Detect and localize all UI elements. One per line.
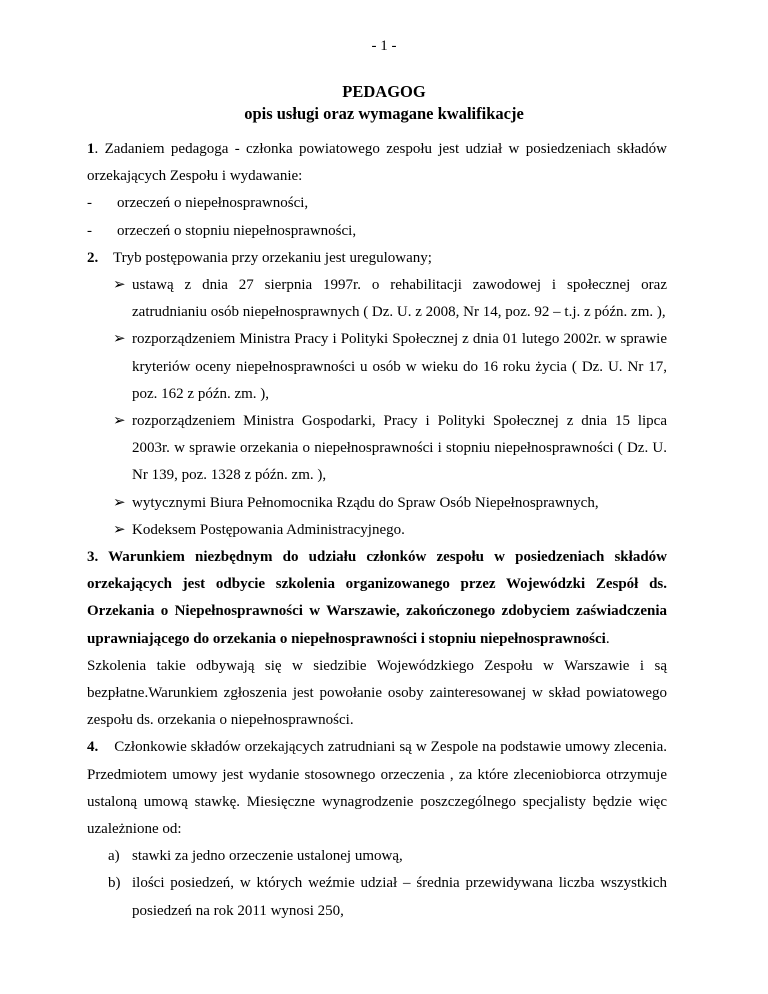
section-3-period: . — [605, 630, 610, 647]
section-2-list-item — [87, 517, 667, 544]
list-item-text: ilości posiedzeń, w których weźmie udział – średnia przewidywana liczba wszystkich posiedzeń na rok 2011 wynosi 250, — [132, 875, 667, 919]
section-4-list-item — [87, 870, 667, 924]
section-1-list-item — [87, 218, 667, 245]
list-letter: b) — [108, 875, 121, 892]
document-title — [0, 81, 768, 125]
section-3-bold-text: 3. Warunkiem niezbędnym do udziału członków zespołu w posiedzeniach składów orzekających jest odbycie szkolenia organizowanego przez Wojewódzki Zespół ds. Orzekania o Niepełnosprawności w Warszawie, zakończonego zdobyciem zaświadczenia uprawniającego do orzekania o niepełnosprawności i stopniu niepełnosprawności — [87, 549, 667, 647]
arrow-bullet-icon: ➢ — [113, 494, 126, 511]
section-2-number: 2. — [87, 249, 99, 266]
list-item-text: stawki za jedno orzeczenie ustalonej umową, — [132, 848, 403, 865]
section-2-list — [87, 272, 667, 544]
section-2-list-item — [87, 272, 667, 326]
section-1-number: 1 — [87, 141, 95, 157]
section-4-paragraph — [87, 734, 667, 843]
section-3-paragraph — [87, 544, 667, 653]
title-line-2: opis usługi oraz wymagane kwalifikacje — [244, 104, 524, 123]
section-2-list-item — [87, 490, 667, 517]
arrow-bullet-icon: ➢ — [113, 413, 126, 430]
section-1-list-item — [87, 190, 667, 217]
list-item-text: Kodeksem Postępowania Administracyjnego. — [132, 521, 405, 538]
arrow-bullet-icon: ➢ — [113, 277, 126, 294]
list-item-text: orzeczeń o stopniu niepełnosprawności, — [117, 222, 357, 239]
section-4-number: 4. — [87, 739, 99, 756]
section-4-text: Członkowie składów orzekających zatrudniani są w Zespole na podstawie umowy zlecenia. Przedmiotem umowy jest wydanie stosownego orzeczenia , za które zleceniobiorca otrzymuje ustaloną umową stawkę. Miesięczne wynagrodzenie poszczególnego specjalisty będzie więc uzależnione od: — [87, 739, 668, 838]
section-1-paragraph — [87, 136, 667, 190]
list-letter: a) — [108, 848, 120, 865]
section-2-text: Tryb postępowania przy orzekaniu jest uregulowany; — [113, 249, 432, 266]
list-dash: - — [87, 195, 92, 212]
document-body — [87, 136, 667, 925]
section-4-list-item — [87, 843, 667, 870]
section-2-list-item — [87, 326, 667, 408]
list-item-text: rozporządzeniem Ministra Gospodarki, Pracy i Polityki Społecznej z dnia 15 lipca 2003r. w sprawie orzekania o niepełnosprawności i stopniu niepełnosprawności ( Dz. U. Nr 139, poz. 1328 z późn. zm. ), — [132, 413, 667, 484]
list-item-text: rozporządzeniem Ministra Pracy i Polityki Społecznej z dnia 01 lutego 2002r. w sprawie kryteriów oceny niepełnosprawności u osób w wieku do 16 roku życia ( Dz. U. Nr 17, poz. 162 z późn. zm. ), — [132, 331, 667, 402]
section-2-list-item — [87, 408, 667, 490]
section-3-note: Szkolenia takie odbywają się w siedzibie Wojewódzkiego Zespołu w Warszawie i są bezpłatne.Warunkiem zgłoszenia jest powołanie osoby zainteresowanej w skład powiatowego zespołu ds. orzekania o niepełnosprawności. — [87, 657, 667, 729]
section-1-text: . Zadaniem pedagoga - członka powiatowego zespołu jest udział w posiedzeniach składów orzekających Zespołu i wydawanie: — [87, 141, 667, 185]
list-dash: - — [87, 222, 92, 239]
list-item-text: ustawą z dnia 27 sierpnia 1997r. o rehabilitacji zawodowej i społecznej oraz zatrudnianiu osób niepełnosprawnych ( Dz. U. z 2008, Nr 14, poz. 92 – t.j. z późn. zm. ), — [132, 277, 667, 321]
arrow-bullet-icon: ➢ — [113, 521, 126, 538]
arrow-bullet-icon: ➢ — [113, 331, 126, 348]
list-item-text: orzeczeń o niepełnosprawności, — [117, 195, 309, 212]
section-2-paragraph — [87, 245, 667, 272]
list-item-text: wytycznymi Biura Pełnomocnika Rządu do Spraw Osób Niepełnosprawnych, — [132, 494, 599, 511]
page-number: - 1 - — [371, 38, 397, 54]
title-line-1: PEDAGOG — [342, 82, 426, 101]
